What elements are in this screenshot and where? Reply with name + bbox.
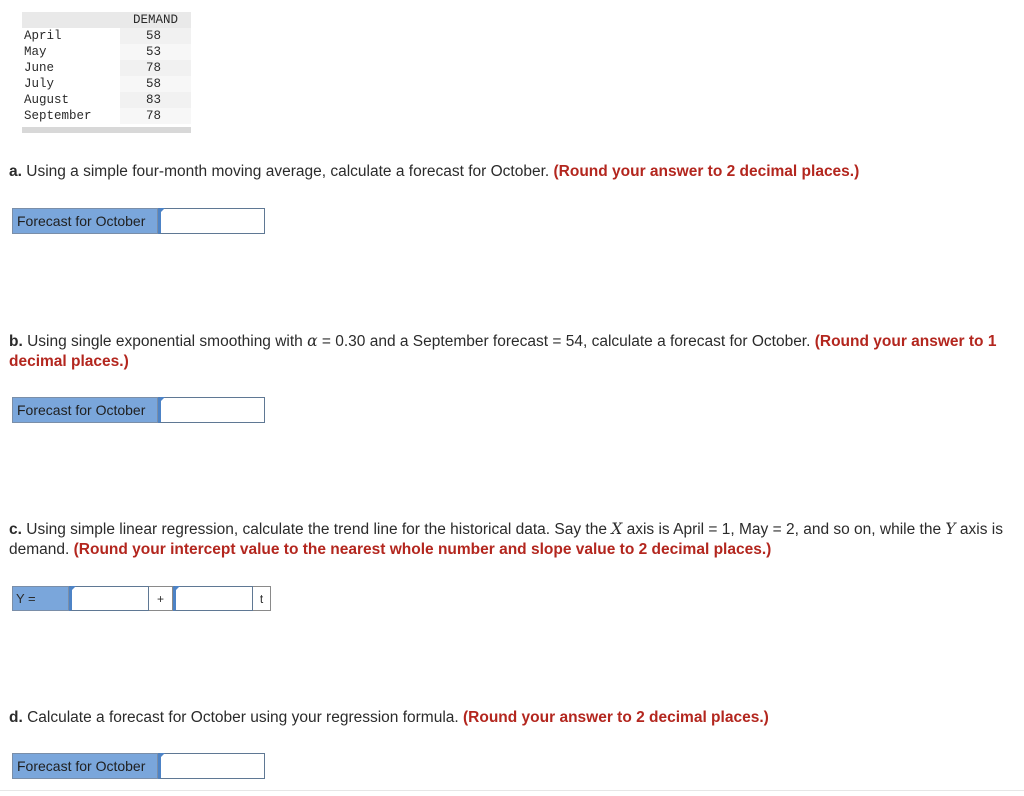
table-header	[22, 12, 191, 28]
table-row	[22, 76, 191, 92]
table-footer-bar	[22, 127, 191, 133]
forecast-label-b: Forecast for October	[12, 397, 158, 423]
question-a-rounding: (Round your answer to 2 decimal places.)	[553, 163, 860, 180]
month-cell: July	[24, 77, 55, 91]
plus-sign: +	[149, 586, 173, 611]
demand-cell: 78	[145, 109, 161, 123]
question-a-text: Using a simple four-month moving average, calculate a forecast for October.	[21, 163, 554, 180]
question-d-label: d.	[9, 709, 23, 726]
month-cell: August	[24, 93, 70, 107]
question-a-label: a.	[9, 163, 22, 180]
forecast-input-b[interactable]	[158, 397, 265, 423]
demand-cell: 83	[145, 93, 161, 107]
forecast-label-a: Forecast for October	[12, 208, 158, 234]
regression-row	[12, 586, 271, 611]
question-b-text-1: Using single exponential smoothing with	[22, 333, 308, 350]
demand-cell: 78	[145, 61, 161, 75]
question-d	[9, 708, 1009, 728]
demand-cell: 58	[145, 29, 161, 43]
forecast-input-d[interactable]	[158, 753, 265, 779]
table-body	[22, 28, 191, 124]
question-c-text-3: axis is demand.	[9, 521, 1003, 558]
question-b-label: b.	[9, 333, 23, 350]
demand-header: DEMAND	[132, 13, 178, 27]
bottom-divider	[0, 790, 1024, 791]
question-d-rounding: (Round your answer to 2 decimal places.)	[463, 709, 769, 726]
forecast-label-d: Forecast for October	[12, 753, 158, 779]
question-c-text-2: axis is April = 1, May = 2, and so on, while the	[622, 521, 946, 538]
table-row	[22, 28, 191, 44]
y-equals-label: Y =	[12, 586, 69, 611]
question-c-rounding: (Round your intercept value to the nearest whole number and slope value to 2 decimal places.)	[73, 540, 772, 558]
month-cell: September	[24, 109, 92, 123]
alpha-symbol: α	[307, 332, 318, 350]
demand-cell: 53	[145, 45, 161, 59]
table-row	[22, 44, 191, 60]
month-cell: May	[24, 45, 47, 59]
question-c-label: c.	[9, 521, 22, 538]
question-b-rounding: (Round your answer to 1 decimal places.)	[9, 333, 997, 370]
answer-row-b	[12, 397, 265, 423]
question-a	[9, 162, 1009, 182]
table-row	[22, 92, 191, 108]
question-c-text-1: Using simple linear regression, calculate the trend line for the historical data. Say the	[21, 521, 612, 538]
table-row	[22, 60, 191, 76]
demand-cell: 58	[145, 77, 161, 91]
month-cell: June	[24, 61, 55, 75]
question-c	[9, 520, 1019, 559]
table-row	[22, 108, 191, 124]
question-b	[9, 332, 1004, 371]
question-b-text-2: = 0.30 and a September forecast = 54, calculate a forecast for October.	[317, 333, 815, 350]
month-cell: April	[24, 29, 62, 43]
slope-input[interactable]	[173, 586, 253, 611]
forecast-input-a[interactable]	[158, 208, 265, 234]
demand-table	[22, 12, 191, 133]
t-variable: t	[253, 586, 271, 611]
y-axis-symbol: Y	[945, 520, 956, 538]
question-d-text: Calculate a forecast for October using your regression formula.	[22, 709, 464, 726]
intercept-input[interactable]	[69, 586, 149, 611]
answer-row-a	[12, 208, 265, 234]
x-axis-symbol: X	[611, 520, 623, 538]
answer-row-d	[12, 753, 265, 779]
